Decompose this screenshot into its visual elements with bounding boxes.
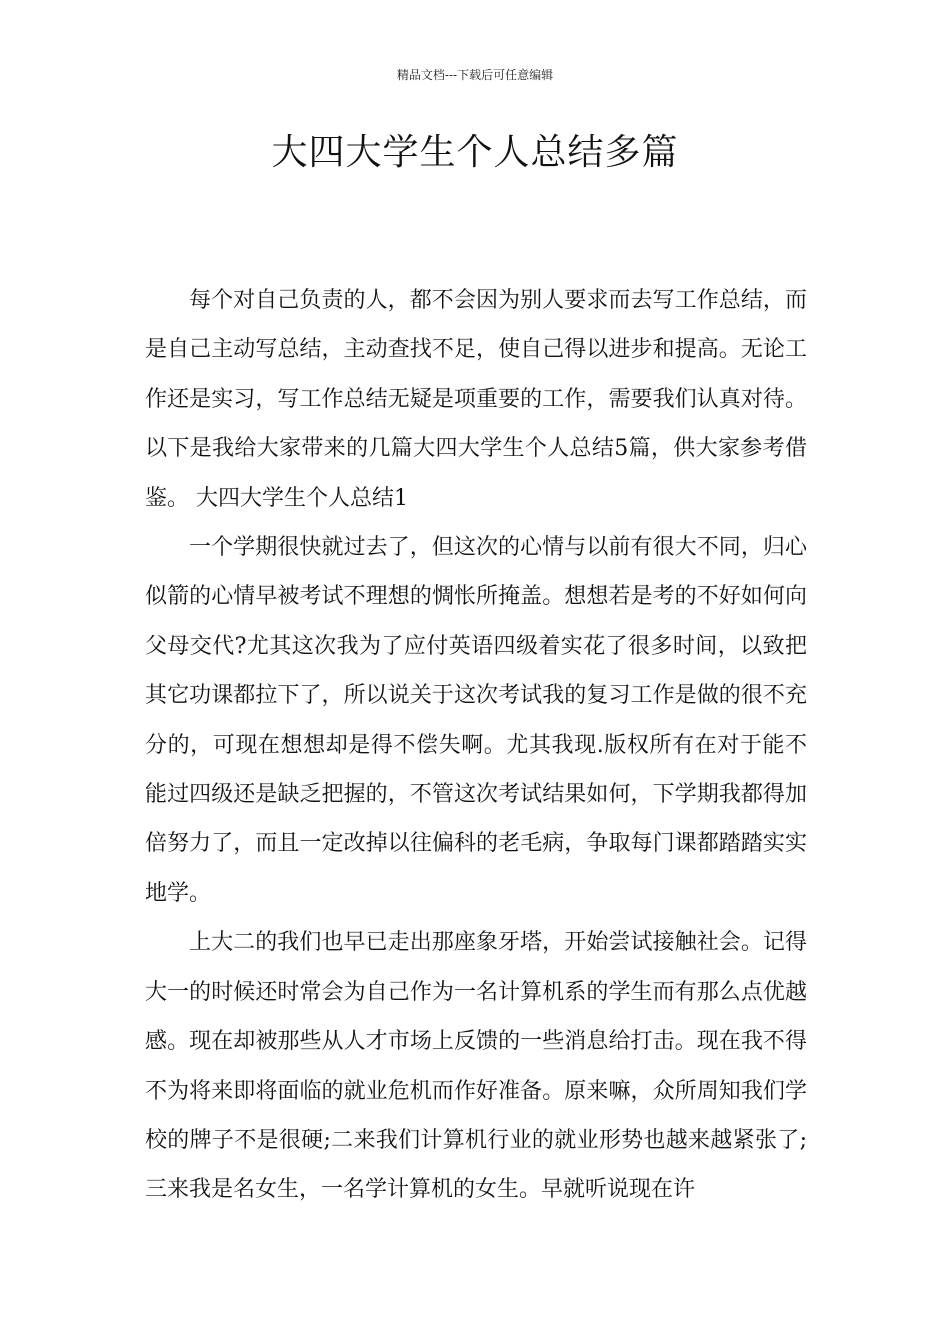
- header-note: 精品文档---下载后可任意编辑: [396, 68, 554, 82]
- body-paragraph: 上大二的我们也早已走出那座象牙塔，开始尝试接触社会。记得大一的时候还时常会为自己作为一名计算机系的学生而有那么点优越感。现在却被那些从人才市场上反馈的一些消息给打击。现在我不得不为将来即将面临的就业危机而作好准备。原来嘛，众所周知我们学校的牌子不是很硬;二来我们计算机行业的就业形势也越来越紧张了;三来我是名女生，一名学计算机的女生。早就听说现在许: [145, 930, 807, 1203]
- document-body: [145, 276, 807, 1215]
- document-title: 大四大学生个人总结多篇: [271, 132, 679, 173]
- body-paragraph: 每个对自己负责的人，都不会因为别人要求而去写工作总结，而是自己主动写总结，主动查找不足，使自己得以进步和提高。无论工作还是实习，写工作总结无疑是项重要的工作，需要我们认真对待。以下是我给大家带来的几篇大四大学生个人总结5篇，供大家参考借鉴。 大四大学生个人总结1: [145, 288, 807, 511]
- body-paragraph: 一个学期很快就过去了，但这次的心情与以前有很大不同，归心似箭的心情早被考试不理想的惆怅所掩盖。想想若是考的不好如何向父母交代?尤其这次我为了应付英语四级着实花了很多时间，以致把其它功课都拉下了，所以说关于这次考试我的复习工作是做的很不充分的，可现在想想却是得不偿失啊。尤其我现.版权所有在对于能不能过四级还是缺乏把握的，不管这次考试结果如何，下学期我都得加倍努力了，而且一定改掉以往偏科的老毛病，争取每门课都踏踏实实地学。: [145, 535, 807, 906]
